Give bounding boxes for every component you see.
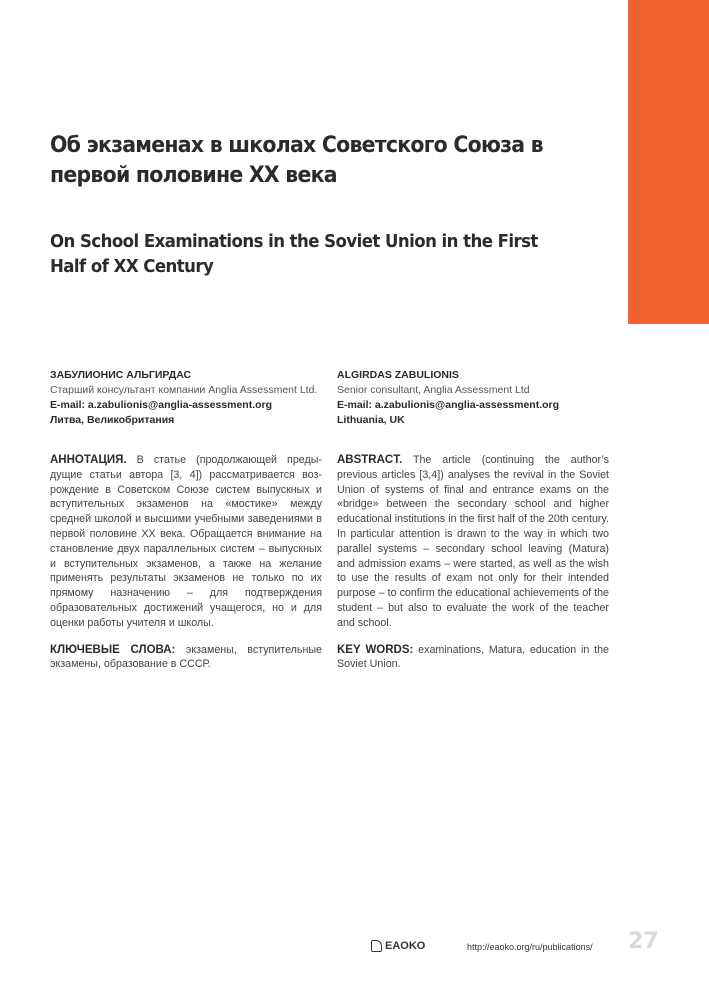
abstract-column-english <box>337 453 609 684</box>
title-russian: Об экзаменах в школах Советского Союза в первой половине XX века <box>50 133 543 188</box>
eaoko-logo <box>371 940 425 952</box>
author-email[interactable]: E-mail: a.zabulionis@anglia-assessment.org <box>337 399 560 411</box>
author-block-english <box>337 368 612 428</box>
orange-corner-tab <box>628 0 709 324</box>
footer-url-link[interactable]: http://eaoko.org/ru/publications/ <box>467 942 593 952</box>
author-country: Литва, Великобритания <box>50 414 175 426</box>
keywords-paragraph <box>337 643 609 673</box>
abstract-text: The article (continuing the author’s previous articles [3,4]) analyses the revival in the Soviet Union of systems of final and entrance exams on the «bridge» between the secondary school and higher educational institutions in the first half of the 20th century. In particular attention is drawn to the way in which two parallel systems – secondary school leaving (Matura) and admission exams – were started, as well as the wish to use the results of exam not only for their intended purpose – to confirm the educational achievements of the student – but also to evaluate the work of the teacher and school. <box>337 454 610 629</box>
author-name: ЗАБУЛИОНИС АЛЬГИРДАС <box>50 369 192 381</box>
abstract-label: АННОТАЦИЯ. <box>50 454 127 466</box>
keywords-label: KEY WORDS: <box>337 643 414 656</box>
abstract-text: В статье (продолжающей предыдущие статьи автора [3, 4]) рассматривается возрождение в Советском Союзе систем выпускных и вступительных экзаменов на «мостике» между средней школой и высшими учебными заведениями в первой половине XX века. Обращается внимание на становление двух параллельных систем – выпускных и вступительных экзаменов, а также на желание применять результаты экзаменов не только по их прямому назначению – для подтверждения образовательных достижений учащегося, но и для оценки работы учителя и школы. <box>50 454 322 629</box>
abstract-paragraph <box>337 453 609 631</box>
author-country: Lithuania, UK <box>337 414 405 426</box>
keywords-text: examinations, Matura, education in the Soviet Union. <box>337 643 609 671</box>
author-block-russian <box>50 368 325 428</box>
keywords-paragraph <box>50 643 322 673</box>
author-position: Senior consultant, Anglia Assessment Ltd <box>337 384 530 396</box>
eaoko-logo-icon <box>371 940 382 952</box>
abstract-column-russian <box>50 453 322 684</box>
page-number: 27 <box>628 929 659 954</box>
title-english: On School Examinations in the Soviet Union in the First Half of XX Century <box>50 231 538 277</box>
author-email[interactable]: E-mail: a.zabulionis@anglia-assessment.org <box>50 399 273 411</box>
logo-text: EAOKO <box>385 940 426 952</box>
keywords-label: КЛЮЧЕВЫЕ СЛОВА: <box>50 643 176 656</box>
abstract-paragraph <box>50 453 322 631</box>
keywords-text: экзамены, вступительные экзамены, образование в СССР. <box>50 643 323 671</box>
abstract-label: ABSTRACT. <box>337 454 403 466</box>
author-position: Старший консультант компании Anglia Assessment Ltd. <box>50 384 318 396</box>
author-name: ALGIRDAS ZABULIONIS <box>337 369 459 381</box>
